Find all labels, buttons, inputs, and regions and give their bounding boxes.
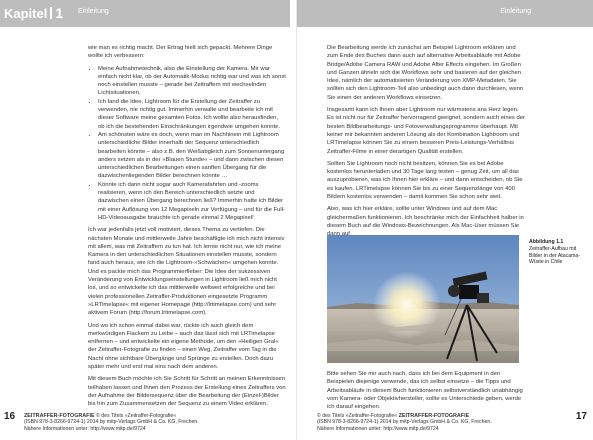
left-header-bar: [0, 0, 290, 27]
bullet-list: [88, 65, 286, 223]
footer-copyright: © des Titels »Zeitraffer-Fotografie«: [317, 413, 398, 419]
right-header-bar: [297, 0, 593, 27]
chapter-number: 1: [55, 5, 64, 21]
page-number: 17: [575, 411, 587, 422]
figure-caption: [529, 239, 587, 266]
body-paragraph: Ich war jedenfalls jetzt voll motiviert, dieses Thema zu vertiefen. Die nächsten Monate und mittlerweile Jahre beschäftigte ich mich nicht intensiv mit allem, was mit Zeitraffern zu tun hat. Ich lernte nicht nur, wie ich meine Kamera in den unterschiedlichen Situationen einstellen musste, sondern fand auch heraus, wie ich die Lightroom-»Schwächen« umgehen konnte. Und es packte mich das Programmierfieber: Die Idee der sukzessiven Veränderung von Entwicklungseinstellungen in Lightroom ließ mich nicht los, und so entwickelte ich das mittlerweile weltweit erfolgreiche und bei vielen professionellen Zeitraffer-Produktionen eingesetzte Programm »LRTimelapse« mit eigener Homepage (http://lrtimelapse.com) und sehr aktivem Forum (http://forum.lrtimelapse.com).: [88, 227, 285, 317]
list-item: • Ich fand die Idee, Lightroom für die Erstellung der Zeitraffer zu verwenden, nie richtig gut. Immerhin verwalte und bearbeite ich mit dieser Software meine gesamten Fotos. Ich wollte also herausfinden, ob ich die bestehenden Einschränkungen irgendwie umgehen konnte.: [98, 98, 286, 131]
page-footer: [24, 413, 294, 432]
body-paragraph: Mit diesem Buch möchte ich Sie Schritt für Schritt an meinen Erkenntnissen teilhaben lassen und Ihnen den Prozess der Erstellung eines Zeitraffers von der Aufnahme der Bildersequenz über die Bearbeitung der (Einzel-)Bilder bis hin zum Zusammensetzen der Sequenz zu einem Video erklären.: [88, 376, 286, 408]
camera-setup-photo-icon: [327, 235, 519, 363]
footer-brand: ZEITRAFFER-FOTOGRAFIE: [398, 413, 470, 419]
figure-caption-text: Zeitraffer-Aufbau mit Bilder in der Atacama-Wüste in Chile: [529, 245, 581, 266]
body-paragraph: Und wo ich schon einmal dabei war, rückte ich auch gleich dem merkwürdigen Flackern zu Leibe – auch das lässt sich mit LRTimelapse entfernen – und entwickelte ein eigene Methode, um den »Heiligen Gral« der Zeitraffer-Fotografie zu finden – einen Weg, Zeitraffer vom Tag in die Nacht ohne sichtbare Übergänge und Sprünge zu erstellen. Doch dazu später mehr und erst mal eins nach dem anderen.: [88, 322, 279, 370]
chapter-word: Kapitel: [4, 6, 48, 21]
chapter-separator: [50, 7, 52, 19]
right-text-column: [327, 44, 525, 252]
list-item: • Meine Aufnahmetechnik, also die Einstellung der Kamera. Mir war einfach nicht klar, ob der Automatik-Modus richtig war und was ich sonst noch einstellen musste – gerade bei Zeitraffern mit wechselnden Lichtsituationen.: [98, 65, 286, 98]
left-page: [0, 0, 296, 440]
left-text-column: [88, 44, 286, 412]
section-label: Einleitung: [78, 8, 109, 15]
body-paragraph: Insgesamt kann ich Ihnen aber Lightroom nur wärmstens ans Herz legen. Es ist nicht nur für Zeitraffer hervorragend geeignet, sondern auch eines der besten Bildbearbeitungs- und Fotoverwaltungsprogramme überhaupt. Mit keiner mir bekannten anderen Lösung als der Kombination Lightroom und LRTimelapse können Sie zu einem besseren Preis-Leistungs-Verhältnis Zeitraffer-Filme in einer derartigen Qualität erstellen.: [327, 107, 525, 155]
page-number: 16: [4, 411, 16, 422]
body-paragraph: Die Bearbeitung werde ich zunächst am Beispiel Lightroom erklären und zum Ende des Buches dann auch auf alternative Arbeitsabläufe mit Adobe Bridge/Adobe Camera RAW und Adobe After Effects eingehen. Im Großen und Ganzen ähneln sich die Workflows sehr und basieren auf der gleichen Idee, nämlich der automatisierten Veränderung von XMP-Metadaten. Sie sollten sich den Lightroom-Teil also unbedingt auch dann durchlesen, wenn Sie einen der anderen Workflows einsetzen.: [327, 45, 524, 101]
section-label: Einleitung: [500, 8, 531, 15]
footer-copyright: © des Titels »Zeitraffer-Fotografie«: [96, 413, 177, 419]
footer-info: Nähere Informationen unter: http://www.mitp.de/9724: [24, 425, 146, 432]
paragraph-text: Also, was ich hier erkläre, sollte unter Windows und auf dem Mac gleichermaßen funktionieren. Ich beschränke mich der Einfachheit halber in diesem Buch auf die Windows-Bezeichnungen. Als Mac-User müssen Sie: [327, 206, 524, 229]
intro-paragraph: wie man es richtig macht. Der Ertrag hielt sich gepackt. Mehrere Dinge wollte ich verbessern:: [88, 45, 273, 60]
footer-info: Nähere Informationen unter: http://www.mitp.de/9724: [317, 425, 439, 432]
footer-isbn: (ISBN 978-3-8266-9724-1) 2014 by mitp-Verlags GmbH & Co. KG, Frechen.: [24, 419, 199, 426]
chapter-label: [4, 5, 63, 21]
footer-brand: ZEITRAFFER-FOTOGRAFIE: [24, 413, 95, 419]
body-paragraph: Sollten Sie Lightroom noch nicht besitzen, können Sie es bei Adobe kostenlos herunterladen und 30 Tage lang testen – genug Zeit, um all das auszuprobieren, was ich Ihnen hier erkläre – und dann entscheiden, ob Sie es kaufen. LRTimelapse können Sie bis zu einer Sequenzlänge von 400 Bildern kostenlos verwenden – damit kommen Sie schon sehr weit.: [327, 160, 523, 201]
list-item: • Am schönsten wäre es doch, wenn man im Nachhinein mit Lightroom unterschiedliche Bilder innerhalb der Sequenz unterschiedlich bearbeiten könnte – also z.B. den Weißabgleich zum Sonnenuntergang anders setzen als in der »Blauen Stunde« – und dann zwischen diesen unterschiedlichen Bearbeitungen einen sanften Übergang für die dazwischenliegenden Bilder berechnen könnte …: [98, 131, 286, 181]
footer-isbn: (ISBN 978-3-8266-9724-1) 2014 by mitp-Verlags GmbH & Co. KG, Frechen.: [317, 419, 492, 426]
closing-paragraph: Bitte sehen Sie mir auch nach, dass ich bei dem Equipment in den Beispielen diejenige verwende, das ich selbst einsetze – die Tipps und Arbeitsabläufe in diesem Buch funktionieren selbstverständlich unabhängig vom Kamera- oder Objektivhersteller, sollte es Unterschiede geben, werde ich darauf eingehen.: [327, 371, 523, 411]
right-closing-column: [327, 370, 525, 415]
figure-title: Abbildung 1.1: [529, 239, 564, 245]
figure-photo: [327, 235, 519, 363]
page-footer: [317, 413, 547, 432]
right-page: [297, 0, 593, 440]
list-item: • Könnte ich dann nicht sogar auch Kamerafahrten und -zooms realisieren, wenn ich den Bereich unterschiedlich setzte und dazwischen einen Übergang berechnen ließ? Immerhin hatte ich Bilder mit einer Auflösung von 12 Megapixeln zur Verfügung – und für die Full-HD-Videoausgabe brauchte ich gerade einmal 2 Megapixel!: [98, 181, 286, 222]
